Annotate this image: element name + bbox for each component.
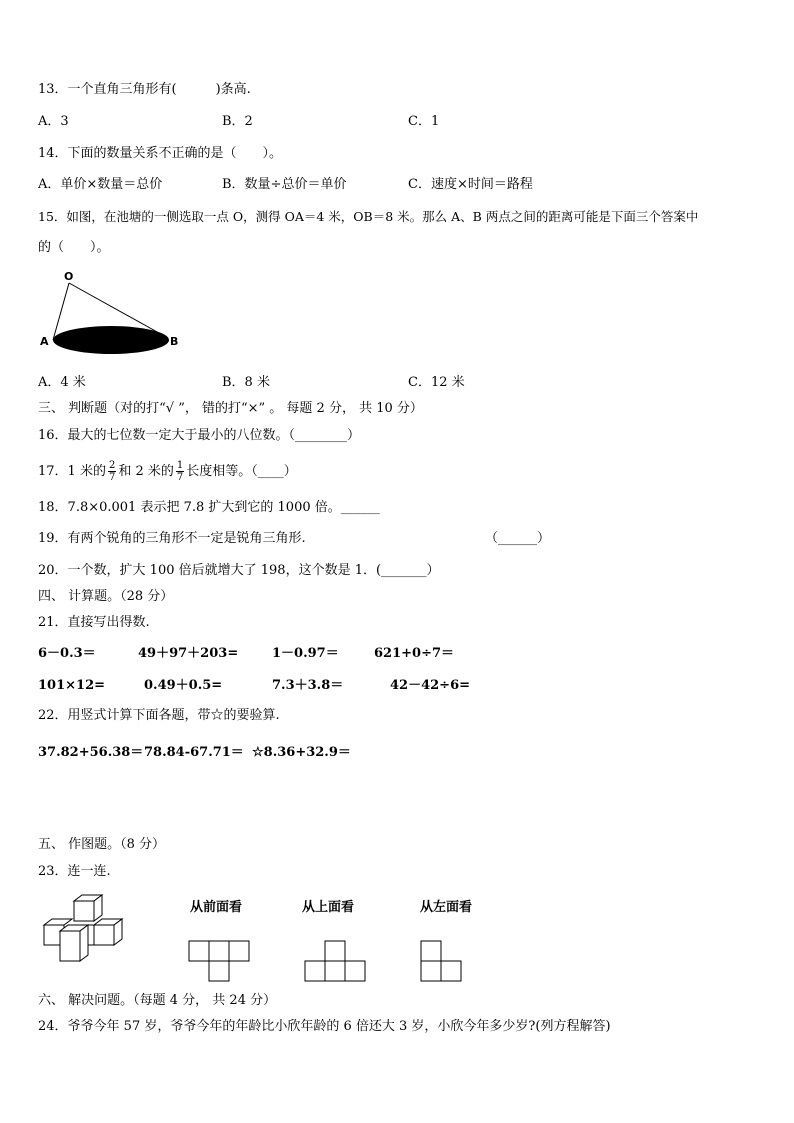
q13-stem: 13．一个直角三角形有( )条高. [38, 82, 251, 97]
q13-option-b: B．2 [222, 114, 253, 129]
q19-text: 19．有两个锐角的三角形不一定是锐角三角形. [38, 531, 306, 546]
view-label-front: 从前面看 [190, 900, 243, 915]
section3-title: 三、 判断题（对的打“√ ”， 错的打“×” 。 每题 2 分， 共 10 分） [38, 401, 423, 416]
q17-frac2-denominator: 7 [176, 472, 184, 483]
q13-option-a: A．3 [38, 114, 69, 129]
q21-r2-c1: 101×12= [38, 678, 106, 693]
q17-fraction-2 [176, 460, 184, 483]
q21-r2-c4: 42－42÷6= [390, 678, 471, 693]
q17-mid: 和 2 米的 [118, 464, 174, 479]
q22-item-1: 37.82+56.38＝ [38, 745, 144, 760]
q13-option-c: C．1 [408, 114, 440, 129]
q22-item-2: 78.84-67.71＝ [144, 745, 244, 760]
q15-stem-line1: 15．如图，在池塘的一侧选取一点 O，测得 OA＝4 米，OB＝8 米。那么 A、B 两点之间的距离可能是下面三个答案中 [38, 209, 699, 224]
pond-figure [36, 268, 196, 360]
q15-option-b: B．8 米 [222, 375, 270, 390]
pond-ellipse [53, 326, 169, 354]
view-label-top: 从上面看 [302, 900, 355, 915]
q23-stem: 23．连一连. [38, 864, 111, 879]
view-shape-3 [420, 940, 464, 982]
q17-line [38, 457, 297, 487]
q17-frac2-numerator: 1 [176, 460, 184, 471]
q22-item-3: ☆8.36+32.9＝ [252, 745, 351, 760]
view-shape-2 [304, 940, 366, 982]
q17-frac1-denominator: 7 [108, 472, 116, 483]
q22-stem: 22．用竖式计算下面各题，带☆的要验算. [38, 708, 280, 723]
section5-title: 五、 作图题。（8 分） [38, 837, 166, 852]
label-o: O [64, 270, 74, 283]
q21-r2-c3: 7.3＋3.8＝ [272, 678, 344, 693]
view-label-left: 从左面看 [420, 900, 473, 915]
q17-fraction-1 [108, 460, 116, 483]
q17-frac1-numerator: 2 [108, 460, 116, 471]
q16-text: 16．最大的七位数一定大于最小的八位数。（________） [38, 428, 361, 443]
q17-pre: 17．1 米的 [38, 464, 106, 479]
cube-solid-figure [44, 893, 134, 965]
q21-r1-c2: 49＋97＋203= [138, 646, 239, 661]
q14-stem: 14．下面的数量关系不正确的是（ ）。 [38, 146, 283, 161]
q14-option-c: C．速度×时间＝路程 [408, 177, 533, 192]
q17-post: 长度相等。（____） [186, 464, 297, 479]
q24-text: 24．爷爷今年 57 岁，爷爷今年的年龄比小欣年龄的 6 倍还大 3 岁，小欣今年多少岁?(列方程解答) [38, 1019, 611, 1034]
q21-r1-c3: 1－0.97＝ [272, 646, 339, 661]
section6-title: 六、 解决问题。（每题 4 分， 共 24 分） [38, 993, 277, 1008]
q15-option-c: C．12 米 [408, 375, 465, 390]
q15-option-a: A．4 米 [38, 375, 86, 390]
q21-stem: 21．直接写出得数. [38, 615, 150, 630]
label-b: B [170, 335, 179, 348]
q21-r1-c4: 621+0÷7＝ [374, 646, 455, 661]
q21-r1-c1: 6－0.3＝ [38, 646, 96, 661]
q18-text: 18．7.8×0.001 表示把 7.8 扩大到它的 1000 倍。______ [38, 500, 380, 515]
q19-blank: （______） [485, 531, 551, 546]
q15-stem-line2: 的（ ）。 [38, 240, 110, 255]
q21-r2-c2: 0.49＋0.5= [144, 678, 223, 693]
q20-text: 20．一个数，扩大 100 倍后就增大了 198，这个数是 1．(_______） [38, 563, 440, 578]
q14-option-b: B．数量÷总价＝单价 [222, 177, 347, 192]
view-shape-1 [188, 940, 250, 982]
section4-title: 四、 计算题。（28 分） [38, 589, 174, 604]
q14-option-a: A．单价×数量＝总价 [38, 177, 163, 192]
label-a: A [40, 335, 49, 348]
